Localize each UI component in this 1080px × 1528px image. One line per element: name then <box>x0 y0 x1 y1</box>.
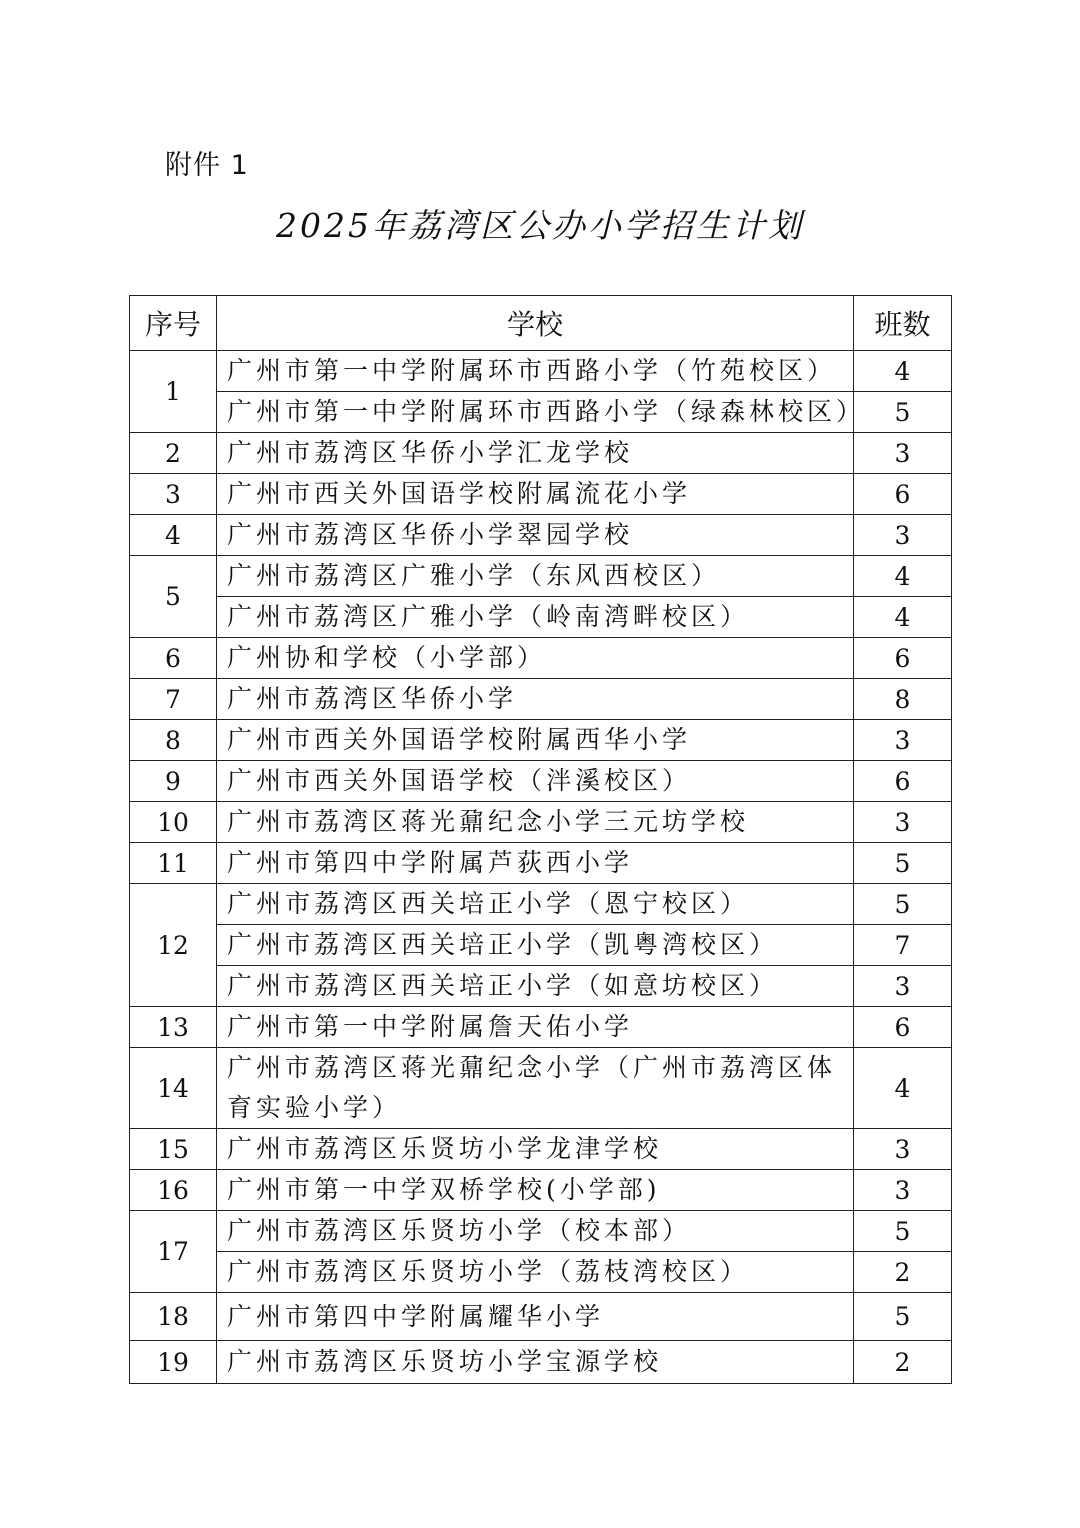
row-number: 6 <box>130 638 217 679</box>
row-number: 4 <box>130 515 217 556</box>
class-count: 5 <box>854 884 952 925</box>
table-row <box>130 720 952 761</box>
school-name: 广州市西关外国语学校附属西华小学 <box>217 720 854 761</box>
class-count: 4 <box>854 556 952 597</box>
table-row <box>130 1048 952 1129</box>
class-count: 6 <box>854 1007 952 1048</box>
table-row <box>130 392 952 433</box>
school-name: 广州市荔湾区华侨小学翠园学校 <box>217 515 854 556</box>
row-number: 16 <box>130 1170 217 1211</box>
class-count: 5 <box>854 1211 952 1252</box>
table-row <box>130 556 952 597</box>
class-count: 3 <box>854 802 952 843</box>
row-number: 7 <box>130 679 217 720</box>
class-count: 3 <box>854 515 952 556</box>
class-count: 3 <box>854 720 952 761</box>
school-name: 广州市荔湾区西关培正小学（恩宁校区） <box>217 884 854 925</box>
enrollment-plan-table <box>129 295 952 1384</box>
school-name: 广州市荔湾区蒋光鼐纪念小学（广州市荔湾区体育实验小学） <box>217 1048 854 1129</box>
school-name: 广州市第一中学附属环市西路小学（绿森林校区） <box>217 392 854 433</box>
attachment-label: 附件 1 <box>165 150 249 181</box>
school-name: 广州市荔湾区华侨小学 <box>217 679 854 720</box>
header-row <box>130 296 952 351</box>
row-number: 17 <box>130 1211 217 1293</box>
table-row <box>130 597 952 638</box>
table-row <box>130 1252 952 1293</box>
school-name: 广州市西关外国语学校附属流花小学 <box>217 474 854 515</box>
school-name: 广州市第一中学双桥学校(小学部) <box>217 1170 854 1211</box>
table-row <box>130 843 952 884</box>
class-count: 4 <box>854 1048 952 1129</box>
school-name: 广州市荔湾区广雅小学（岭南湾畔校区） <box>217 597 854 638</box>
table-header <box>130 296 952 351</box>
class-count: 6 <box>854 474 952 515</box>
class-count: 3 <box>854 1129 952 1170</box>
school-name: 广州市荔湾区蒋光鼐纪念小学三元坊学校 <box>217 802 854 843</box>
table-row <box>130 966 952 1007</box>
school-name: 广州市荔湾区乐贤坊小学龙津学校 <box>217 1129 854 1170</box>
school-name: 广州市荔湾区广雅小学（东风西校区） <box>217 556 854 597</box>
row-number: 5 <box>130 556 217 638</box>
row-number: 15 <box>130 1129 217 1170</box>
class-count: 3 <box>854 1170 952 1211</box>
row-number: 11 <box>130 843 217 884</box>
school-name: 广州市第四中学附属耀华小学 <box>217 1293 854 1341</box>
header-classes: 班数 <box>854 296 952 351</box>
table-row <box>130 515 952 556</box>
row-number: 1 <box>130 351 217 433</box>
row-number: 13 <box>130 1007 217 1048</box>
table-row <box>130 1293 952 1341</box>
table-row <box>130 761 952 802</box>
table-row <box>130 925 952 966</box>
table-row <box>130 802 952 843</box>
table-row <box>130 638 952 679</box>
school-name: 广州市西关外国语学校（泮溪校区） <box>217 761 854 802</box>
header-school: 学校 <box>217 296 854 351</box>
table-body <box>130 351 952 1384</box>
table-row <box>130 433 952 474</box>
school-name: 广州市第一中学附属环市西路小学（竹苑校区） <box>217 351 854 392</box>
school-name: 广州市荔湾区华侨小学汇龙学校 <box>217 433 854 474</box>
school-name: 广州市荔湾区乐贤坊小学宝源学校 <box>217 1341 854 1384</box>
row-number: 2 <box>130 433 217 474</box>
class-count: 3 <box>854 433 952 474</box>
document-title: 2025年荔湾区公办小学招生计划 <box>276 206 804 245</box>
table-row <box>130 1211 952 1252</box>
table-row <box>130 351 952 392</box>
table-row <box>130 1129 952 1170</box>
class-count: 5 <box>854 1293 952 1341</box>
row-number: 14 <box>130 1048 217 1129</box>
class-count: 8 <box>854 679 952 720</box>
school-name: 广州市荔湾区西关培正小学（如意坊校区） <box>217 966 854 1007</box>
table-row <box>130 1170 952 1211</box>
class-count: 5 <box>854 843 952 884</box>
class-count: 6 <box>854 638 952 679</box>
table-row <box>130 884 952 925</box>
class-count: 7 <box>854 925 952 966</box>
school-name: 广州市第一中学附属詹天佑小学 <box>217 1007 854 1048</box>
class-count: 3 <box>854 966 952 1007</box>
table-row <box>130 1341 952 1384</box>
table-row <box>130 1007 952 1048</box>
school-name: 广州市第四中学附属芦荻西小学 <box>217 843 854 884</box>
row-number: 12 <box>130 884 217 1007</box>
class-count: 4 <box>854 597 952 638</box>
class-count: 6 <box>854 761 952 802</box>
row-number: 19 <box>130 1341 217 1384</box>
row-number: 8 <box>130 720 217 761</box>
row-number: 9 <box>130 761 217 802</box>
class-count: 4 <box>854 351 952 392</box>
table-row <box>130 679 952 720</box>
class-count: 5 <box>854 392 952 433</box>
table-row <box>130 474 952 515</box>
class-count: 2 <box>854 1341 952 1384</box>
row-number: 18 <box>130 1293 217 1341</box>
class-count: 2 <box>854 1252 952 1293</box>
school-name: 广州市荔湾区乐贤坊小学（校本部） <box>217 1211 854 1252</box>
school-name: 广州市荔湾区乐贤坊小学（荔枝湾校区） <box>217 1252 854 1293</box>
row-number: 3 <box>130 474 217 515</box>
row-number: 10 <box>130 802 217 843</box>
school-name: 广州市荔湾区西关培正小学（凯粤湾校区） <box>217 925 854 966</box>
header-no: 序号 <box>130 296 217 351</box>
school-name: 广州协和学校（小学部） <box>217 638 854 679</box>
